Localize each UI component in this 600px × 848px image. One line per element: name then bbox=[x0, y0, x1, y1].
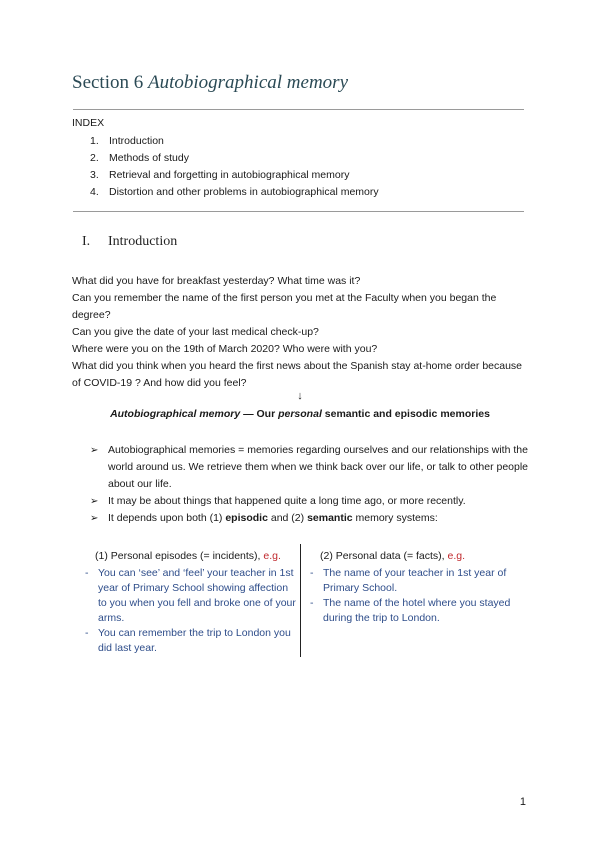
arrowhead-bullet-icon: ➢ bbox=[90, 445, 99, 456]
arrowhead-bullet-icon: ➢ bbox=[90, 496, 99, 507]
section-number: Section 6 bbox=[72, 72, 144, 93]
definition-personal: personal bbox=[278, 408, 322, 420]
down-arrow-icon: ↓ bbox=[297, 390, 303, 402]
bullet-item: ➢ Autobiographical memories = memories regarding ourselves and our relationships with the world around us. We retrieve them when we think back over our life, or talk to other people about our life. bbox=[90, 444, 529, 490]
definition-term: Autobiographical memory bbox=[110, 408, 241, 420]
column-divider bbox=[300, 544, 301, 657]
top-divider bbox=[73, 109, 524, 110]
episodes-list bbox=[85, 566, 297, 656]
index-item: 1. Introduction bbox=[90, 135, 164, 147]
example-item: - You can remember the trip to London you did last year. bbox=[85, 627, 291, 654]
index-heading: INDEX bbox=[72, 117, 105, 129]
page-number: 1 bbox=[519, 796, 526, 808]
index-item: 2. Methods of study bbox=[90, 152, 189, 164]
example-item: - The name of the hotel where you stayed during the trip to London. bbox=[310, 597, 511, 624]
term-semantic: semantic bbox=[307, 512, 353, 524]
index-item: 3. Retrieval and forgetting in autobiographical memory bbox=[90, 169, 350, 181]
question: What did you think when you heard the first news about the Spanish stay at-home order because of COVID-19 ? And how did you feel? bbox=[72, 360, 523, 389]
facts-column bbox=[310, 549, 522, 626]
facts-list bbox=[310, 566, 522, 626]
question: Where were you on the 19th of March 2020? Who were with you? bbox=[72, 343, 378, 355]
definition-line: Autobiographical memory — Our personal semantic and episodic memories bbox=[110, 408, 490, 420]
section-topic: Autobiographical memory bbox=[148, 72, 349, 93]
facts-heading: (2) Personal data (= facts), e.g. bbox=[320, 550, 466, 562]
episodes-heading: (1) Personal episodes (= incidents), e.g. bbox=[95, 550, 281, 562]
question: What did you have for breakfast yesterday? What time was it? bbox=[72, 275, 361, 287]
example-item: - You can ‘see’ and ‘feel’ your teacher in 1st year of Primary School showing affection to you when you fell and broke one of your arms. bbox=[85, 567, 296, 624]
eg-label: e.g. bbox=[447, 550, 466, 562]
term-episodic: episodic bbox=[225, 512, 268, 524]
eg-label: e.g. bbox=[263, 550, 281, 562]
bullet-item: ➢ It depends upon both (1) episodic and (2) semantic memory systems: bbox=[90, 510, 530, 527]
example-item: - The name of your teacher in 1st year of Primary School. bbox=[310, 567, 507, 594]
questions-block bbox=[72, 273, 532, 392]
section-roman: I. bbox=[82, 234, 91, 249]
section-heading-title: Introduction bbox=[108, 234, 178, 249]
episodes-column bbox=[85, 549, 297, 656]
bullet-list bbox=[90, 442, 530, 527]
question: Can you remember the name of the first person you met at the Faculty when you began the degree? bbox=[72, 292, 497, 321]
index-list bbox=[90, 133, 379, 201]
index-item: 4. Distortion and other problems in autobiographical memory bbox=[90, 186, 379, 198]
arrowhead-bullet-icon: ➢ bbox=[90, 513, 99, 524]
question: Can you give the date of your last medical check-up? bbox=[72, 326, 319, 338]
section-heading bbox=[82, 234, 177, 250]
section-title bbox=[72, 72, 348, 94]
index-divider bbox=[73, 211, 524, 212]
bullet-item: ➢ It may be about things that happened quite a long time ago, or more recently. bbox=[90, 493, 530, 510]
